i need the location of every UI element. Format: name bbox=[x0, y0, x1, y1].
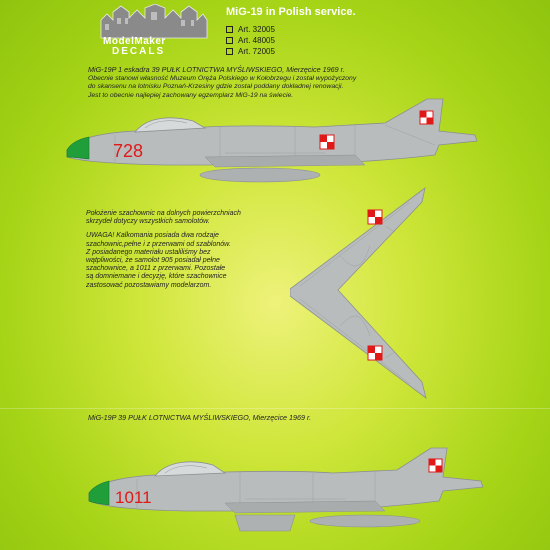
checkbox-icon bbox=[226, 48, 233, 55]
section-divider bbox=[0, 408, 550, 409]
notes-block bbox=[86, 210, 286, 296]
checkbox-icon bbox=[226, 26, 233, 33]
article-item: Art. 32005 bbox=[226, 24, 275, 35]
aircraft1-description: Obecnie stanowi własność Muzeum Oręża Polskiego w Kołobrzegu i został wypożyczony do skansenu na lotnisku Poznań-Krzesiny gdzie został poddany dokładnej renowacji. Jest to obecnie najlepiej zachowany egzemplarz MiG-19 na świecie. bbox=[88, 75, 357, 99]
article-item: Art. 48005 bbox=[226, 35, 275, 46]
aircraft2-profile bbox=[85, 445, 495, 545]
sheet-title: MiG-19 in Polish service. bbox=[226, 6, 356, 18]
checker-marking-icon bbox=[320, 135, 334, 149]
wing-shape bbox=[290, 188, 426, 398]
checkbox-icon bbox=[226, 37, 233, 44]
wing-underside-view bbox=[290, 186, 430, 401]
checker-marking-icon bbox=[368, 346, 382, 360]
brand-name: ModelMaker bbox=[103, 36, 166, 47]
aircraft2-serial: 1011 bbox=[115, 488, 152, 507]
aircraft1-caption: MiG-19P 1 eskadra 39 PUŁK LOTNICTWA MYŚLIWSKIEGO, Mierzęcice 1969 r. bbox=[88, 65, 345, 74]
checker-marking-icon bbox=[429, 459, 442, 472]
checker-marking-icon bbox=[368, 210, 382, 224]
aircraft2-caption: MiG-19P 39 PUŁK LOTNICTWA MYŚLIWSKIEGO, Mierzęcice 1969 r. bbox=[88, 413, 312, 422]
article-list bbox=[226, 24, 275, 57]
checker-marking-icon bbox=[420, 111, 433, 124]
aircraft1-profile bbox=[55, 95, 495, 190]
nose-marking bbox=[89, 481, 109, 505]
wing-note: Położenie szachownic na dolnych powierzchniach skrzydeł dotyczy wszystkich samolotów. bbox=[86, 210, 241, 226]
aircraft1-serial: 728 bbox=[113, 141, 144, 161]
warning-note: UWAGA! Kalkomania posiada dwa rodzaje szachownic,pełne i z przerwami od szablonów. Z posiadanego materiału ustaliliśmy bez wątpliwości, że samolot 905 posiadał pełne szachownice, a 1011 z przerwami. Pozostałe są domniemane i decyzję, które szachownice zastosować pozostawiamy modelarzom. bbox=[86, 232, 231, 289]
article-item: Art. 72005 bbox=[226, 46, 275, 57]
brand-subtitle: DECALS bbox=[112, 46, 166, 57]
nose-marking bbox=[67, 137, 89, 159]
